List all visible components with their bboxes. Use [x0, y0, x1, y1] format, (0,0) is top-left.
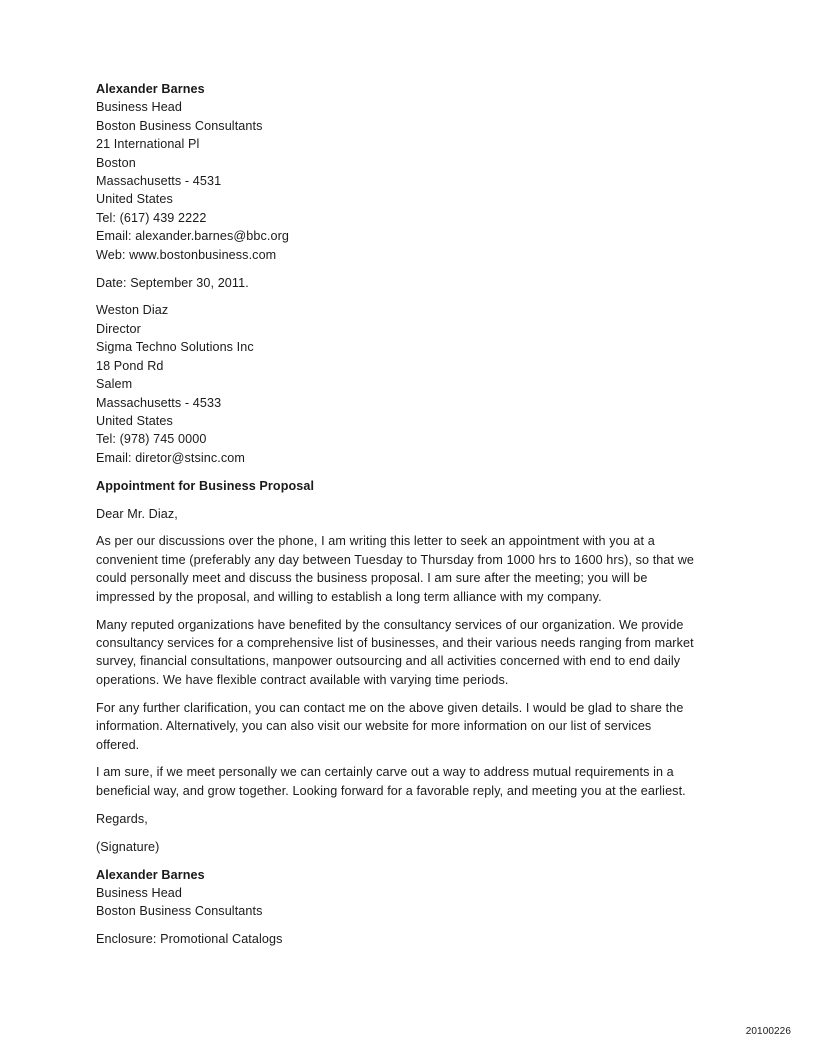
signoff-title: Business Head	[96, 885, 183, 900]
sender-title: Business Head	[96, 100, 183, 115]
recipient-tel: Tel: (978) 745 0000	[96, 432, 207, 447]
salutation: Dear Mr. Diaz,	[96, 506, 178, 521]
sender-state-zip: Massachusetts - 4531	[96, 174, 222, 189]
body-paragraph-3: For any further clarification, you can contact me on the above given details. I would be glad to share the information. Alternatively, you can also visit our website for more information on our list of services offered.	[96, 700, 684, 752]
subject-block	[96, 477, 726, 495]
footer-code: 20100226	[745, 1026, 791, 1037]
sender-company: Boston Business Consultants	[96, 118, 263, 133]
body-paragraph-1: As per our discussions over the phone, I am writing this letter to seek an appointment with you at a convenient time (preferably any day between Tuesday to Thursday from 1000 hrs to 1600 hrs), so that we could personally meet and discuss the business proposal. I am sure after the meeting; you will be impressed by the proposal, and willing to establish a long term alliance with my company.	[96, 534, 694, 604]
sender-address-block	[96, 80, 726, 264]
sender-city: Boston	[96, 155, 136, 170]
sender-tel: Tel: (617) 439 2222	[96, 210, 207, 225]
date-block	[96, 274, 726, 292]
signature-placeholder: (Signature)	[96, 839, 160, 854]
closing: Regards,	[96, 811, 148, 826]
sender-street: 21 International Pl	[96, 137, 200, 152]
recipient-address-block	[96, 301, 726, 467]
signoff-block	[96, 866, 726, 921]
letter-subject: Appointment for Business Proposal	[96, 478, 315, 493]
sender-name: Alexander Barnes	[96, 82, 205, 96]
signature-block	[96, 838, 726, 856]
salutation-block	[96, 505, 726, 523]
body-paragraph-4: I am sure, if we meet personally we can certainly carve out a way to address mutual requirements in a beneficial way, and grow together. Looking forward for a favorable reply, and meeting you at the earliest.	[96, 765, 686, 798]
recipient-street: 18 Pond Rd	[96, 358, 164, 373]
signoff-name: Alexander Barnes	[96, 867, 205, 882]
enclosure-block	[96, 930, 726, 948]
recipient-email: Email: diretor@stsinc.com	[96, 450, 245, 465]
letter-date: Date: September 30, 2011.	[96, 275, 249, 290]
body-paragraph-2: Many reputed organizations have benefited by the consultancy services of our organization. We provide consultancy services for a comprehensive list of businesses, and their various needs ranging from market survey, financial consultations, manpower outsourcing and all activities concerned with end to end daily operations. We have flexible contract available with varying time periods.	[96, 617, 694, 687]
sender-country: United States	[96, 192, 173, 207]
recipient-title: Director	[96, 321, 141, 336]
enclosure: Enclosure: Promotional Catalogs	[96, 932, 283, 947]
letter-page	[96, 80, 726, 949]
recipient-name: Weston Diaz	[96, 303, 169, 318]
recipient-city: Salem	[96, 377, 133, 392]
sender-email: Email: alexander.barnes@bbc.org	[96, 229, 290, 244]
recipient-state-zip: Massachusetts - 4533	[96, 395, 222, 410]
recipient-country: United States	[96, 413, 173, 428]
sender-web: Web: www.bostonbusiness.com	[96, 247, 277, 262]
signoff-company: Boston Business Consultants	[96, 904, 263, 919]
closing-block	[96, 810, 726, 828]
recipient-company: Sigma Techno Solutions Inc	[96, 340, 254, 355]
